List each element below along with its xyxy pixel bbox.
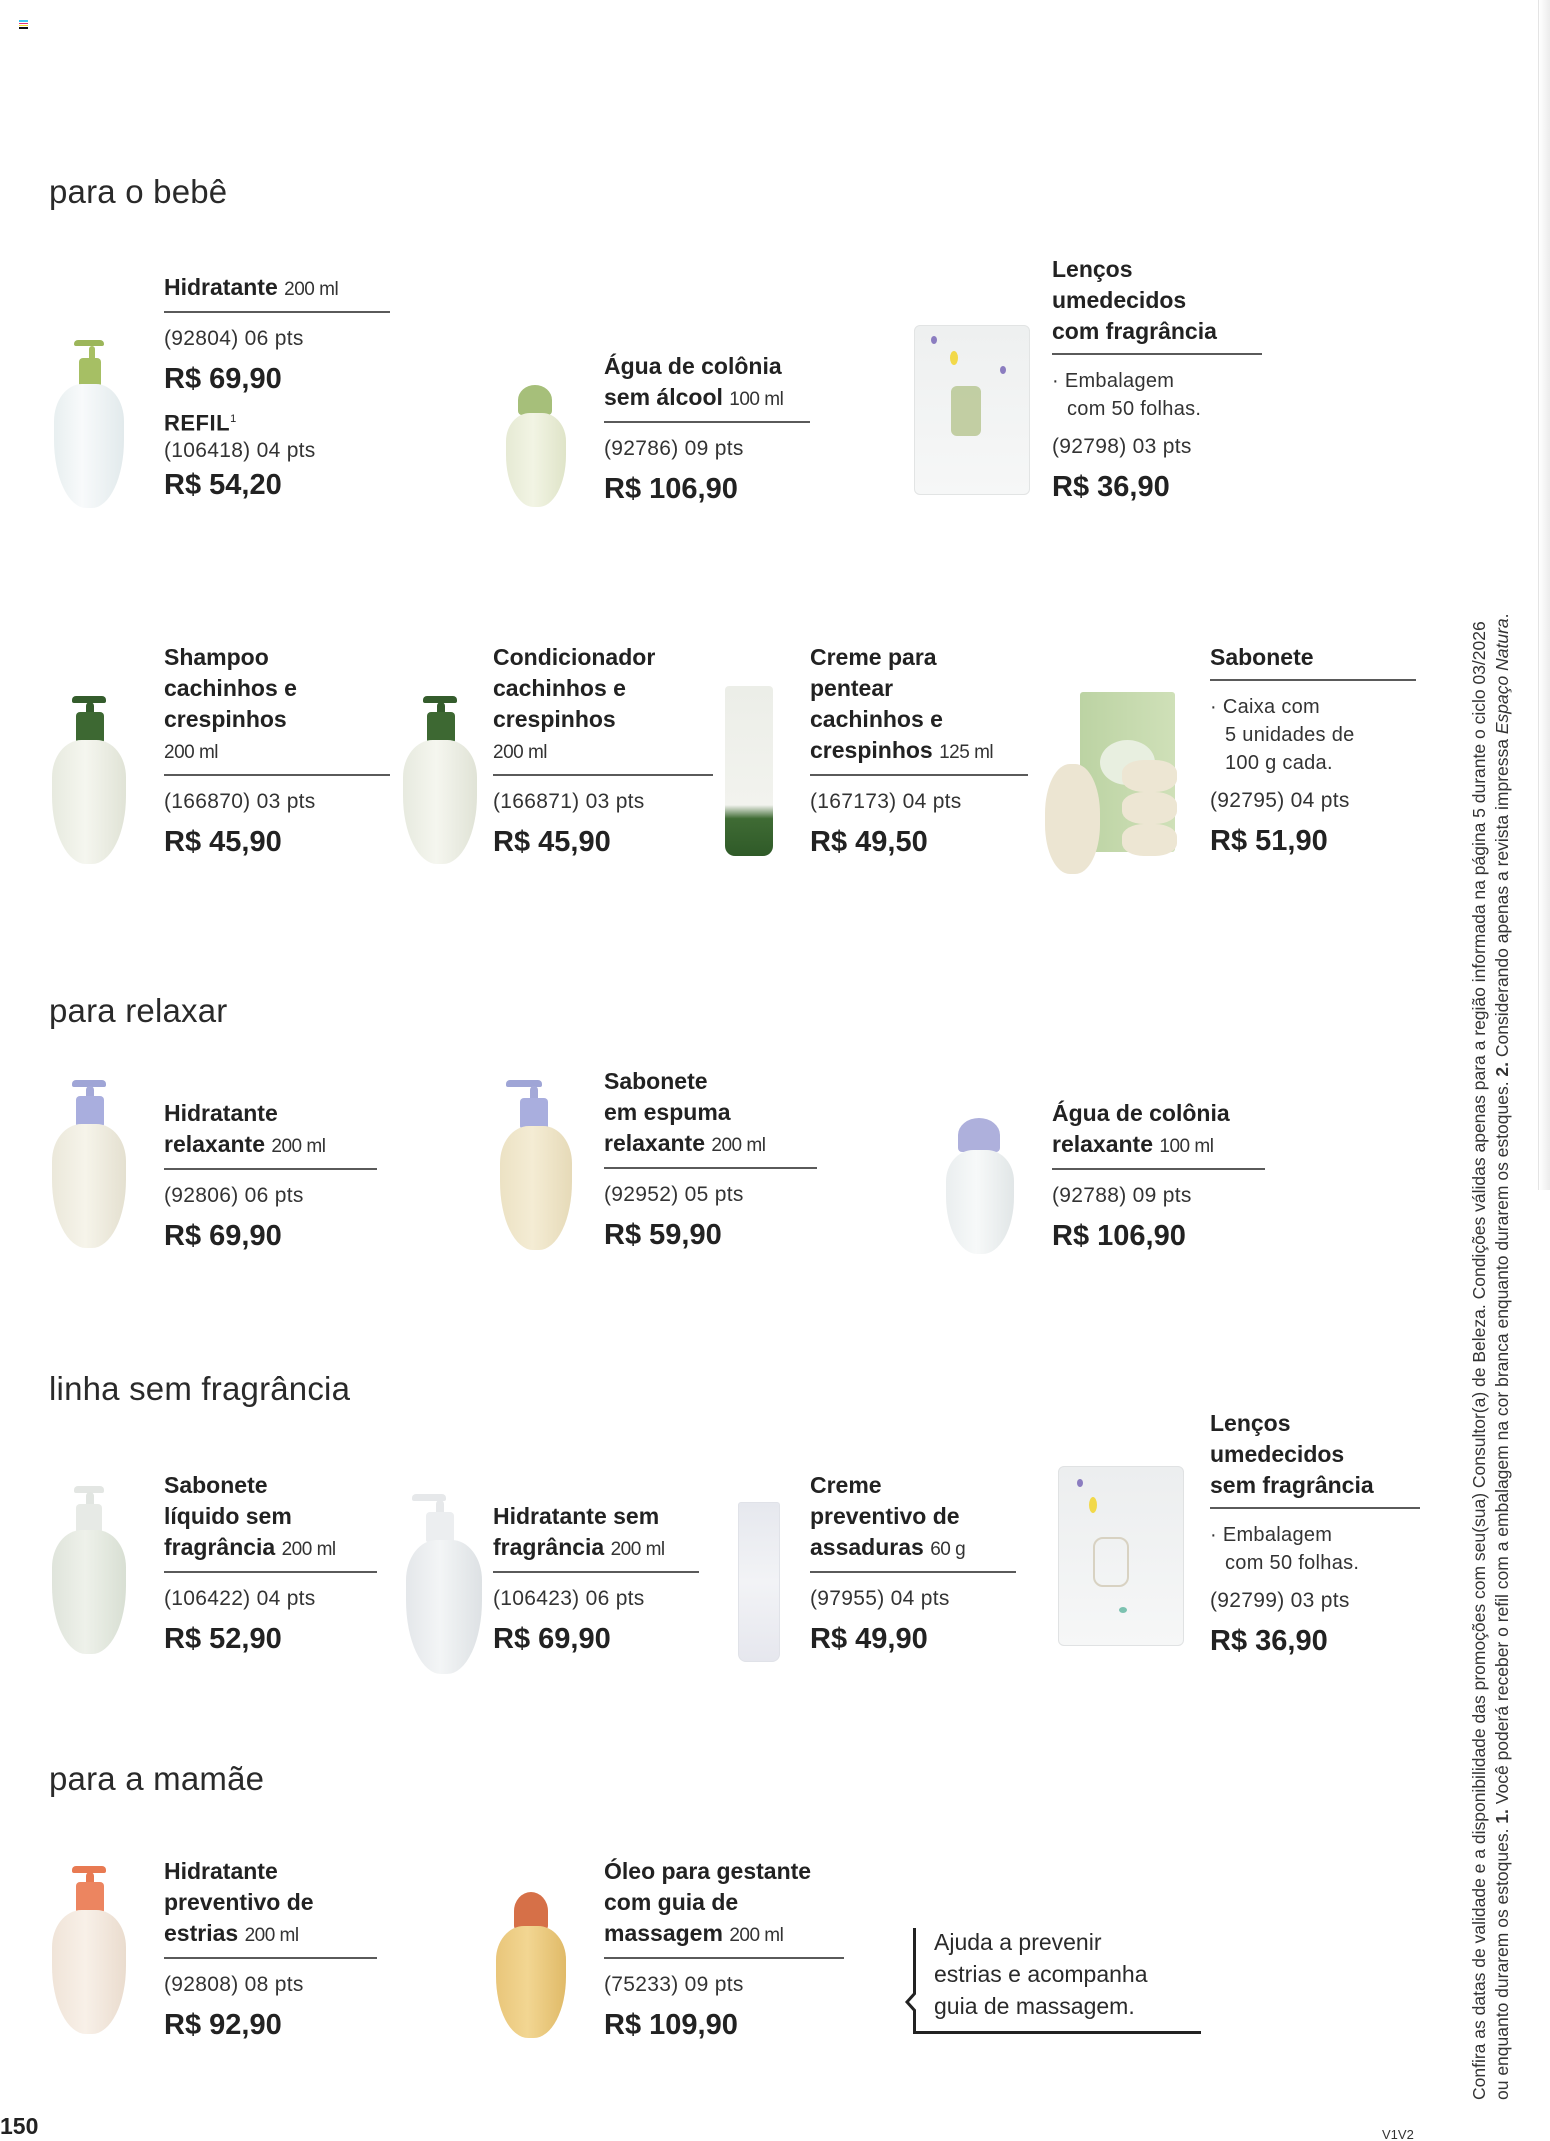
product-price: R$ 69,90 [164, 363, 282, 395]
divider [164, 1957, 377, 1959]
product-image-sabonete-liquido-sem-fragrancia [44, 1486, 134, 1661]
product-sabonete-liquido-sem-fragrancia[interactable]: Sabonete líquido sem fragrância 200 ml (106422) 04 pts R$ 52,90 [164, 1470, 377, 1659]
divider [604, 1957, 844, 1959]
product-price: R$ 69,90 [164, 1220, 282, 1252]
product-sabonete-espuma-relaxante[interactable]: Sabonete em espuma relaxante 200 ml (92952) 05 pts R$ 59,90 [604, 1066, 817, 1255]
product-price: R$ 45,90 [164, 826, 282, 858]
product-hidratante-sem-fragrancia[interactable]: Hidratante sem fragrância 200 ml (106423) 06 pts R$ 69,90 [493, 1501, 699, 1659]
product-image-lencos-com-fragrancia [914, 325, 1030, 495]
product-price: R$ 106,90 [604, 473, 738, 505]
product-image-sabonete-caixa [1040, 680, 1210, 910]
brace-icon [904, 1992, 916, 2012]
product-price: R$ 49,90 [810, 1623, 928, 1655]
product-lencos-sem-fragrancia[interactable]: Lenços umedecidos sem fragrância · Embalagem com 50 folhas. (92799) 03 pts R$ 36,90 [1210, 1408, 1420, 1661]
divider [604, 1167, 817, 1169]
divider [164, 774, 390, 776]
divider [810, 774, 1028, 776]
registration-mark [19, 20, 28, 28]
product-description: · Embalagem com 50 folhas. [1210, 1524, 1360, 1574]
product-price: R$ 69,90 [493, 1623, 611, 1655]
product-lencos-com-fragrancia[interactable]: Lenços umedecidos com fragrância · Embalagem com 50 folhas. (92798) 03 pts R$ 36,90 [1052, 254, 1262, 507]
product-price: R$ 51,90 [1210, 825, 1328, 857]
product-code: (97955) 04 pts [810, 1587, 950, 1610]
product-code: (92798) 03 pts [1052, 435, 1192, 458]
refil-code: (106418) 04 pts [164, 439, 316, 463]
product-image-oleo-gestante [490, 1892, 572, 2042]
product-agua-colonia-relaxante[interactable]: Água de colônia relaxante 100 ml (92788) 09 pts R$ 106,90 [1052, 1098, 1265, 1256]
product-price: R$ 106,90 [1052, 1220, 1186, 1252]
section-title-linha-sem-fragrancia: linha sem fragrância [49, 1370, 351, 1407]
product-agua-colonia-sem-alcool[interactable] [604, 351, 810, 509]
product-description: · Caixa com 5 unidades de 100 g cada. [1210, 696, 1355, 774]
product-price: R$ 92,90 [164, 2009, 282, 2041]
version-code: V1V2 [1382, 2127, 1414, 2141]
product-hidratante[interactable] [164, 272, 390, 505]
product-size: 100 ml [729, 389, 784, 410]
product-image-hidratante-estrias [44, 1866, 134, 2041]
divider [810, 1571, 1016, 1573]
product-name-line: Água de colônia [604, 353, 782, 379]
product-code: (92952) 05 pts [604, 1183, 744, 1206]
product-image-shampoo [44, 696, 134, 871]
product-code: (92808) 08 pts [164, 1973, 304, 1996]
refil-label: REFIL$^1$ [164, 410, 237, 436]
product-hidratante-estrias[interactable]: Hidratante preventivo de estrias 200 ml (92808) 08 pts R$ 92,90 [164, 1856, 377, 2045]
product-code: (75233) 09 pts [604, 1973, 744, 1996]
section-title-para-relaxar: para relaxar [49, 992, 228, 1029]
product-size: 200 ml [284, 279, 339, 300]
product-condicionador[interactable]: Condicionador cachinhos e crespinhos 200 ml (166871) 03 pts R$ 45,90 [493, 642, 713, 862]
product-code: (92804) 06 pts [164, 327, 304, 350]
product-code: (92786) 09 pts [604, 437, 744, 460]
product-image-condicionador [395, 696, 485, 871]
product-shampoo[interactable]: Shampoo cachinhos e crespinhos 200 ml (166870) 03 pts R$ 45,90 [164, 642, 390, 862]
product-code: (92788) 09 pts [1052, 1184, 1192, 1207]
product-sabonete-caixa[interactable]: Sabonete · Caixa com 5 unidades de 100 g cada. (92795) 04 pts R$ 51,90 [1210, 642, 1416, 861]
divider [493, 1571, 699, 1573]
product-price: R$ 45,90 [493, 826, 611, 858]
refil-price: R$ 54,20 [164, 469, 282, 502]
section-title-para-o-bebe: para o bebê [49, 173, 228, 210]
divider [1210, 679, 1416, 681]
product-image-agua-colonia-relaxante [940, 1118, 1020, 1256]
product-price: R$ 36,90 [1210, 1625, 1328, 1657]
product-code: (166870) 03 pts [164, 790, 316, 813]
product-code: (92799) 03 pts [1210, 1589, 1350, 1612]
product-code: (166871) 03 pts [493, 790, 645, 813]
product-hidratante-relaxante[interactable]: Hidratante relaxante 200 ml (92806) 06 pts R$ 69,90 [164, 1098, 377, 1256]
divider [604, 421, 810, 423]
page-edge-shadow [1538, 0, 1550, 1190]
product-price: R$ 59,90 [604, 1219, 722, 1251]
divider [493, 774, 713, 776]
product-code: (92806) 06 pts [164, 1184, 304, 1207]
product-image-sabonete-espuma-relaxante [494, 1080, 584, 1255]
product-image-hidratante-relaxante [44, 1080, 134, 1255]
product-creme-para-pentear[interactable]: Creme para pentear cachinhos e crespinhos 125 ml (167173) 04 pts R$ 49,50 [810, 642, 1028, 862]
divider [164, 1168, 377, 1170]
product-image-hidratante-sem-fragrancia [400, 1494, 490, 1679]
section-title-para-a-mamae: para a mamãe [49, 1760, 265, 1797]
product-price: R$ 49,50 [810, 826, 928, 858]
page-number: 150 [0, 2113, 39, 2139]
product-image-hidratante [44, 340, 134, 515]
product-code: (92795) 04 pts [1210, 789, 1350, 812]
product-image-agua-colonia-sem-alcool [500, 385, 572, 510]
divider [1052, 353, 1262, 355]
product-code: (106422) 04 pts [164, 1587, 316, 1610]
divider [164, 1571, 377, 1573]
product-price: R$ 36,90 [1052, 471, 1170, 503]
product-image-lencos-sem-fragrancia [1058, 1466, 1184, 1646]
product-creme-preventivo-assaduras[interactable]: Creme preventivo de assaduras 60 g (97955) 04 pts R$ 49,90 [810, 1470, 1016, 1659]
product-price: R$ 109,90 [604, 2009, 738, 2041]
product-image-creme-preventivo-assaduras [738, 1502, 780, 1662]
legal-disclaimer: Confira as datas de validade e a disponibilidade das promoções com seu(sua) Consultor(a) de Beleza. Condições válidas apenas para a região informada na página 5 durante o ciclo 03/2026 ou enquanto durarem os estoques. 1. Você poderá receber o refil com a embalagem na cor branca enquanto durarem os estoques. 2. Considerando apenas a revista impressa Espaço Natura. [1469, 613, 1512, 2100]
product-description: · Embalagem com 50 folhas. [1052, 370, 1202, 420]
product-code: (167173) 04 pts [810, 790, 962, 813]
product-price: R$ 52,90 [164, 1623, 282, 1655]
divider [1052, 1168, 1265, 1170]
product-code: (106423) 06 pts [493, 1587, 645, 1610]
product-image-creme-para-pentear [725, 686, 773, 856]
product-name-line: sem álcool [604, 384, 723, 410]
divider [1210, 1507, 1420, 1509]
product-name: Hidratante [164, 274, 278, 300]
callout-text: Ajuda a prevenir estrias e acompanha guia de massagem. [934, 1929, 1148, 2019]
product-oleo-gestante[interactable]: Óleo para gestante com guia de massagem 200 ml (75233) 09 pts R$ 109,90 [604, 1856, 844, 2045]
divider [164, 311, 390, 313]
